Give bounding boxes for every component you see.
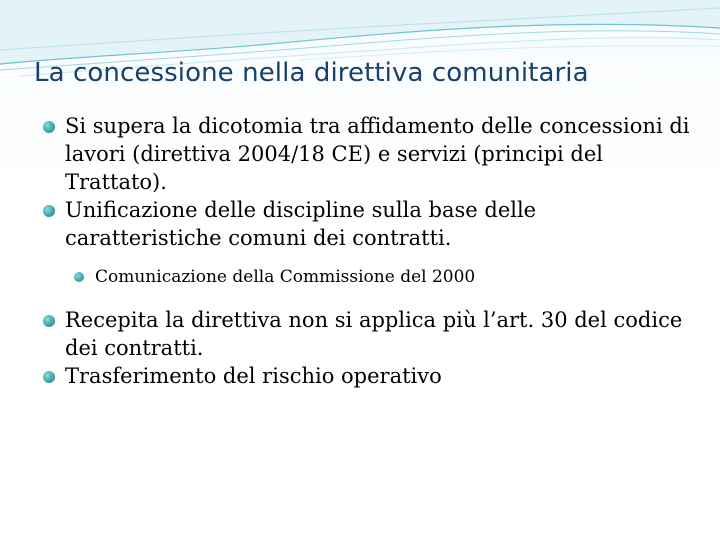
bullet-text: Unificazione delle discipline sulla base delle caratteristiche comuni dei contratti. bbox=[65, 198, 537, 250]
teal-dot-bullet-icon bbox=[43, 121, 55, 133]
bullet-item bbox=[40, 196, 690, 252]
bullet-item bbox=[40, 306, 690, 362]
teal-dot-bullet-icon bbox=[43, 315, 55, 327]
bullet-text: Si supera la dicotomia tra affidamento delle concessioni di lavori (direttiva 2004/18 CE) e servizi (principi del Trattato). bbox=[65, 114, 690, 194]
bullet-item bbox=[40, 362, 690, 390]
teal-dot-bullet-icon bbox=[43, 371, 55, 383]
bullet-item bbox=[40, 112, 690, 196]
bullet-list bbox=[40, 112, 690, 390]
bullet-text: Trasferimento del rischio operativo bbox=[65, 364, 442, 388]
slide-title: La concessione nella direttiva comunitaria bbox=[34, 58, 589, 88]
teal-dot-bullet-icon bbox=[43, 205, 55, 217]
sub-bullet-item bbox=[40, 264, 690, 290]
bullet-text: Recepita la direttiva non si applica più l’art. 30 del codice dei contratti. bbox=[65, 308, 683, 360]
sub-bullet-text: Comunicazione della Commissione del 2000 bbox=[95, 267, 476, 287]
teal-dot-bullet-icon bbox=[74, 272, 84, 282]
